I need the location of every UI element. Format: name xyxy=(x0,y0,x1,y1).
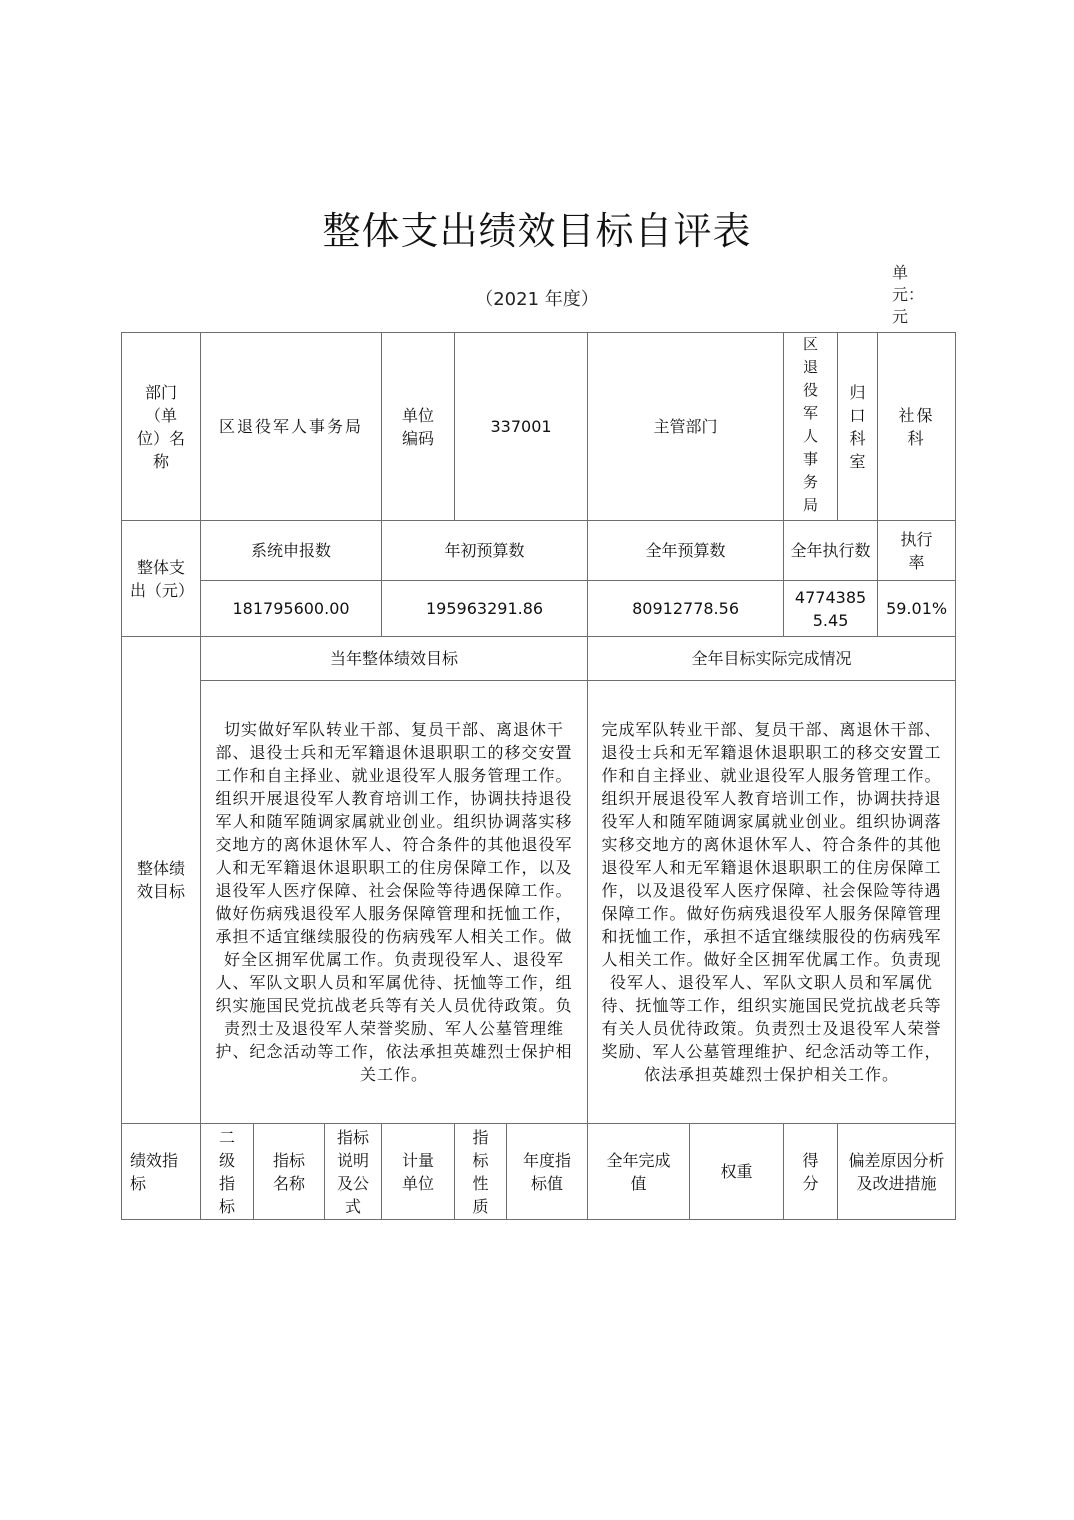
indicator-header: 指标说明及公式 xyxy=(325,1124,382,1220)
supervisor-value: 区退役军人事务局 xyxy=(784,333,838,521)
self-evaluation-table xyxy=(121,332,956,1220)
indicator-header: 全年完成值 xyxy=(588,1124,690,1220)
actual-header: 全年目标实际完成情况 xyxy=(588,637,956,681)
indicator-header: 指标性质 xyxy=(455,1124,507,1220)
dept-label: 部门（单位）名称 xyxy=(122,333,201,521)
office-value: 社保科 xyxy=(878,333,956,521)
expenditure-header: 系统申报数 xyxy=(201,521,382,581)
indicator-header: 权重 xyxy=(690,1124,784,1220)
document-title: 整体支出绩效目标自评表 xyxy=(322,209,752,253)
indicators-label: 绩效指标 xyxy=(122,1124,201,1220)
code-label: 单位编码 xyxy=(382,333,455,521)
expenditure-header: 全年预算数 xyxy=(588,521,784,581)
expenditure-header: 执行率 xyxy=(878,521,956,581)
expenditure-value: 181795600.00 xyxy=(201,581,382,637)
goals-header-row xyxy=(122,637,956,681)
goals-text-row xyxy=(122,681,956,1124)
document-year: （2021 年度） xyxy=(475,289,599,310)
target-text: 切实做好军队转业干部、复员干部、离退休干部、退役士兵和无军籍退休退职职工的移交安置工作和自主择业、就业退役军人服务管理工作。组织开展退役军人教育培训工作，协调扶持退役军人和随军随调家属就业创业。组织协调落实移交地方的离休退休军人、符合条件的其他退役军人和无军籍退休退职职工的住房保障工作，以及退役军人医疗保障、社会保险等待遇保障工作。做好伤病残退役军人服务保障管理和抚恤工作，承担不适宜继续服役的伤病残军人相关工作。做好全区拥军优属工作。负责现役军人、退役军人、军队文职人员和军属优待、抚恤等工作，组织实施国民党抗战老兵等有关人员优待政策。负责烈士及退役军人荣誉奖励、军人公墓管理维护、纪念活动等工作，依法承担英雄烈士保护相关工作。 xyxy=(201,681,588,1124)
indicator-header: 二级指标 xyxy=(201,1124,254,1220)
dept-value: 区退役军人事务局 xyxy=(201,333,382,521)
expenditure-value: 47743855.45 xyxy=(784,581,878,637)
expenditure-label: 整体支出（元） xyxy=(122,521,201,637)
actual-text: 完成军队转业干部、复员干部、离退休干部、退役士兵和无军籍退休退职职工的移交安置工作和自主择业、就业退役军人服务管理工作。组织开展退役军人教育培训工作，协调扶持退役军人和随军随调家属就业创业。组织协调落实移交地方的离休退休军人、符合条件的其他退役军人和无军籍退休退职职工的住房保障工作，以及退役军人医疗保障、社会保险等待遇保障工作。做好伤病残退役军人服务保障管理和抚恤工作，承担不适宜继续服役的伤病残军人相关工作。做好全区拥军优属工作。负责现役军人、退役军人、军队文职人员和军属优待、抚恤等工作，组织实施国民党抗战老兵等有关人员优待政策。负责烈士及退役军人荣誉奖励、军人公墓管理维护、纪念活动等工作，依法承担英雄烈士保护相关工作。 xyxy=(588,681,956,1124)
expenditure-header: 年初预算数 xyxy=(382,521,588,581)
indicator-header: 偏差原因分析及改进措施 xyxy=(838,1124,956,1220)
indicator-header: 得分 xyxy=(784,1124,838,1220)
target-header: 当年整体绩效目标 xyxy=(201,637,588,681)
office-label: 归口科室 xyxy=(838,333,878,521)
indicator-header: 年度指标值 xyxy=(507,1124,588,1220)
indicator-header: 指标名称 xyxy=(254,1124,325,1220)
indicator-header: 计量单位 xyxy=(382,1124,455,1220)
expenditure-value: 195963291.86 xyxy=(382,581,588,637)
code-value: 337001 xyxy=(455,333,588,521)
supervisor-label: 主管部门 xyxy=(588,333,784,521)
info-row xyxy=(122,333,956,521)
unit-label: 单元：元 xyxy=(892,263,925,326)
expenditure-header-row xyxy=(122,521,956,581)
indicators-header-row xyxy=(122,1124,956,1220)
expenditure-value: 80912778.56 xyxy=(588,581,784,637)
expenditure-value-row xyxy=(122,581,956,637)
expenditure-header: 全年执行数 xyxy=(784,521,878,581)
expenditure-value: 59.01% xyxy=(878,581,956,637)
goals-label: 整体绩效目标 xyxy=(122,637,201,1124)
